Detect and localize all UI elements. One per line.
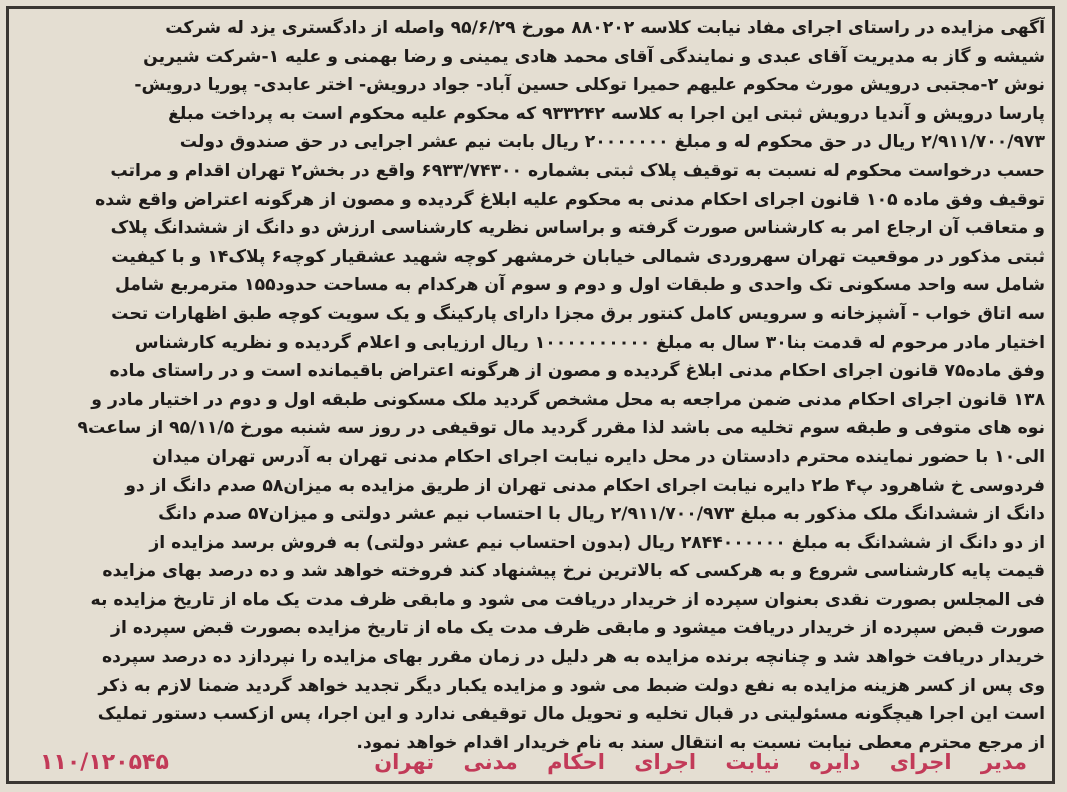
notice-line: الی۱۰ با حضور نماینده محترم دادستان در محل دایره نیابت اجرای احکام مدنی تهران به آدرس تهران میدان <box>152 446 1045 467</box>
reference-number: ۱۱۰/۱۲۰۵۴۵ <box>40 749 169 775</box>
notice-line: شیشه و گاز به مدیریت آقای عبدی و نمایندگی آقای محمد هادی یمینی و رضا بهمنی و علیه ۱-شرکت شیرین <box>143 46 1045 67</box>
auction-notice-body <box>22 14 1045 757</box>
notice-line: فردوسی خ شاهرود پ۴ ط۲ دایره نیابت اجرای احکام مدنی تهران از طریق مزایده به میزان۵۸ صدم دانگ از دو <box>125 475 1045 496</box>
notice-line: ثبتی مذکور در موقعیت تهران سهروردی شمالی خیابان خرمشهر کوچه شهید عشقیار کوچه۶ پلاک۱۴ و با کیفیت <box>111 246 1045 267</box>
notice-line: خریدار دریافت خواهد شد و چنانچه برنده مزایده به هر دلیل در زمان مقرر بهای مزایده را نپردازد ده درصد سپرده <box>102 647 1045 668</box>
notice-line: صورت قبض سپرده از خریدار دریافت میشود و مابقی ظرف مدت یک ماه از تاریخ مزایده بصورت قبض سپرده از <box>111 618 1045 639</box>
notice-line: نوه های متوفی و طبقه سوم تخلیه می باشد لذا مقرر گردید مال توقیفی در روز سه شنبه مورخ ۹۵/۱۱/۵ از ساعت۹ <box>77 418 1045 439</box>
notice-line: وفق ماده۷۵ قانون اجرای احکام مدنی ابلاغ گردیده و مصون از هرگونه اعتراض باقیمانده است و در راستای ماده <box>109 361 1045 382</box>
notice-line: وی پس از کسر هزینه مزایده به نفع دولت ضبط می شود و مزایده یکبار دیگر تجدید خواهد گردید ضمنا لازم به ذکر <box>98 675 1045 696</box>
notice-line: دانگ از ششدانگ ملک مذکور به مبلغ ۲/۹۱۱/۷۰۰/۹۷۳ ریال با احتساب نیم عشر دولتی و میزان۵۷ صدم دانگ <box>158 504 1045 525</box>
notice-line: ۲/۹۱۱/۷۰۰/۹۷۳ ریال در حق محکوم له و مبلغ ۲۰۰۰۰۰۰۰ ریال بابت نیم عشر اجرایی در حق صندوق دولت <box>179 132 1045 153</box>
signature-line: مدیر اجرای دایره نیابت اجرای احکام مدنی تهران <box>374 750 1027 774</box>
notice-line: فی المجلس بصورت نقدی بعنوان سپرده از خریدار دریافت می شود و مابقی ظرف مدت یک ماه از تاریخ مزایده به <box>90 589 1045 610</box>
notice-line: است این اجرا هیچگونه مسئولیتی در قبال تخلیه و تحویل مال توقیفی ندارد و این اجرا، پس ازکسب دستور تملیک <box>97 704 1045 725</box>
notice-footer <box>40 744 1027 780</box>
notice-line: اختیار مادر مرحوم له قدمت بنا۳۰ سال به مبلغ ۱۰۰۰۰۰۰۰۰۰۰ ریال ارزیابی و اعلام گردیده و نظریه کارشناس <box>134 332 1045 353</box>
notice-line: شامل سه واحد مسکونی تک واحدی و طبقات اول و دوم و سوم آن هرکدام به مساحت حدود۱۵۵ مترمربع شامل <box>114 275 1045 296</box>
notice-line: و متعاقب آن ارجاع امر به کارشناس صورت گرفته و براساس نظریه کارشناسی ارزش دو دانگ از ششدانگ پلاک <box>110 218 1045 239</box>
notice-line: ۱۳۸ قانون اجرای احکام مدنی ضمن مراجعه به محل مشخص گردید ملک مسکونی طبقه اول و دوم در اختیار مادر و <box>91 389 1045 410</box>
notice-line: حسب درخواست محکوم له نسبت به توقیف پلاک ثبتی بشماره ۶۹۳۳/۷۴۳۰۰ واقع در بخش۲ تهران اقدام و مراتب <box>110 160 1045 181</box>
notice-line: توقیف وفق ماده ۱۰۵ قانون اجرای احکام مدنی به محکوم علیه ابلاغ گردیده و مصون از هرگونه اعتراض واقع شده <box>95 189 1045 210</box>
notice-line: نوش ۲-مجتبی درویش مورث محکوم علیهم حمیرا توکلی حسین آباد- جواد درویش- اختر عابدی- پوریا درویش- <box>134 75 1045 96</box>
notice-line: سه اتاق خواب - آشپزخانه و سرویس کامل کنتور برق مجزا دارای پارکینگ و یک سویت کوچه طبق اظهارات تحت <box>111 303 1045 324</box>
notice-line: پارسا درویش و آندیا درویش ثبتی این اجرا به کلاسه ۹۳۳۲۴۲ که محکوم علیه محکوم است به پرداخت مبلغ <box>168 103 1045 124</box>
notice-line: از دو دانگ از ششدانگ به مبلغ ۲۸۴۴۰۰۰۰۰۰ ریال (بدون احتساب نیم عشر دولتی) به فروش برسد مزایده از <box>149 532 1045 553</box>
notice-line: قیمت پایه کارشناسی شروع و به هرکسی که بالاترین نرخ پیشنهاد کند فروخته خواهد شد و ده درصد بهای مزایده <box>102 561 1045 582</box>
notice-line: از مرجع محترم معطی نیابت نسبت به انتقال سند به نام خریدار اقدام خواهد نمود. <box>356 732 1045 753</box>
notice-line: آگهی مزایده در راستای اجرای مفاد نیابت کلاسه ۸۸۰۲۰۲ مورخ ۹۵/۶/۲۹ واصله از دادگستری یزد له شرکت <box>165 18 1045 38</box>
